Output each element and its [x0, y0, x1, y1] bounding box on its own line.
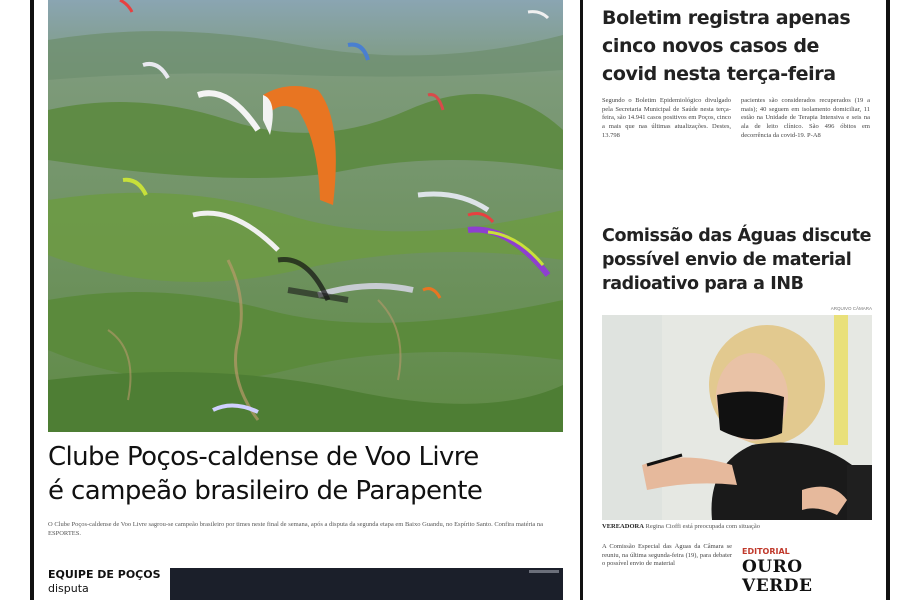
covid-body — [602, 97, 870, 207]
lead-headline-line1: Clube Poços-caldense de Voo Livre — [48, 442, 479, 472]
woman-with-mask-illustration — [602, 315, 872, 520]
lead-photo — [48, 0, 563, 432]
editorial-box[interactable] — [742, 543, 872, 600]
lead-headline[interactable] — [48, 440, 568, 508]
column-divider — [580, 0, 583, 600]
editorial-kicker: EDITORIAL — [742, 547, 790, 556]
inb-headline[interactable]: Comissão das Águas discute possível envio de material radioativo para a INB — [602, 226, 872, 294]
sub-story-kicker-light: disputa — [48, 582, 89, 595]
covid-body-col1: Segundo o Boletim Epidemiológico divulgado pela Secretaria Municipal de Saúde nesta terça-feira, são 14.941 casos positivos em Poços, cinco a mais que nas últimas atualizações. Destes, 13.798 — [602, 97, 731, 139]
photo-caption-bold: VEREADORA — [602, 523, 644, 530]
sub-story-kicker[interactable] — [48, 568, 163, 596]
inb-body-area — [602, 543, 872, 600]
editorial-title: OURO VERDE — [742, 557, 813, 596]
councilwoman-photo — [602, 315, 872, 520]
sub-story-photo — [170, 568, 563, 600]
photo-credit: ARQUIVO CÂMARA — [830, 306, 872, 311]
covid-headline[interactable]: Boletim registra apenas cinco novos casos de covid nesta terça-feira — [602, 7, 851, 85]
sub-story-kicker-bold: EQUIPE DE POÇOS — [48, 568, 161, 581]
inb-body: A Comissão Especial das Águas da Câmara se reuniu, na última segunda-feira (19), para debater o possível envio de material — [602, 543, 732, 568]
frame-left-border — [30, 0, 34, 600]
paragliders-illustration — [48, 0, 563, 432]
lead-caption: O Clube Poços-caldense de Voo Livre sagrou-se campeão brasileiro por times neste final de semana, após a disputa da segunda etapa em Baixo Guandu, no Espírito Santo. Confira matéria na ESPORTES. — [48, 521, 544, 537]
photo-caption-rest: Regina Cioffi está preocupada com situação — [645, 523, 761, 530]
lead-headline-line2: é campeão brasileiro de Parapente — [48, 476, 483, 506]
photo-caption — [602, 523, 872, 531]
covid-body-col2: pacientes são considerados recuperados (19 a mais); 40 seguem em isolamento domiciliar, 11 estão na Unidade de Terapia Intensiva e seis na ala de leito clínico. São 496 óbitos em decorrência da covid-19. P-A8 — [741, 97, 870, 139]
frame-right-border — [886, 0, 890, 600]
